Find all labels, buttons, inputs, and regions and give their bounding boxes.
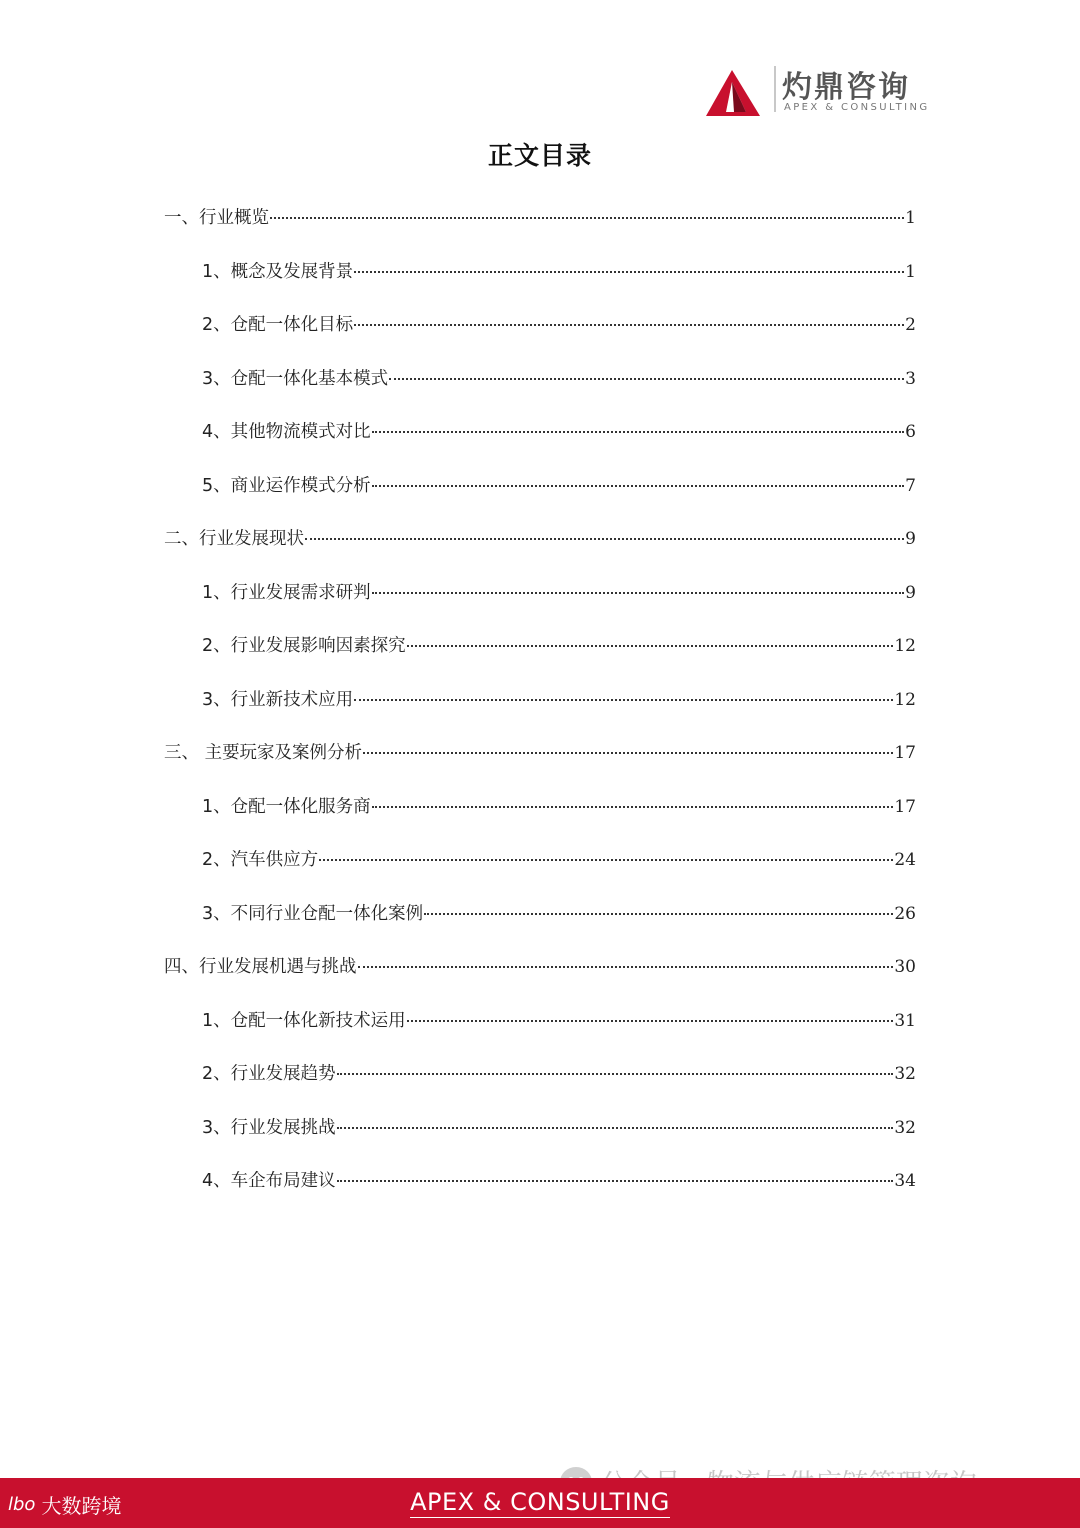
company-logo xyxy=(704,64,930,120)
toc-page-number: 31 xyxy=(894,1010,916,1031)
footer-brand xyxy=(0,1488,1080,1516)
toc-page-number: 12 xyxy=(894,689,916,710)
toc-section[interactable] xyxy=(164,299,916,353)
toc-dot-leader xyxy=(424,912,893,915)
toc-page-number: 24 xyxy=(894,850,916,870)
toc-dot-leader xyxy=(305,537,904,540)
toc-section[interactable] xyxy=(164,674,916,728)
toc-entry-label: 1、仓配一体化服务商 xyxy=(202,796,371,817)
toc-dot-leader xyxy=(363,751,893,754)
toc-entry-label: 3、行业新技术应用 xyxy=(202,689,354,710)
toc-page-number: 30 xyxy=(894,957,916,977)
toc-section[interactable] xyxy=(164,567,916,621)
logo-name: 灼鼎咨询 xyxy=(782,70,910,105)
toc-entry-label: 2、汽车供应方 xyxy=(202,850,319,870)
footer-source-text: 大数跨境 xyxy=(41,1494,122,1518)
toc-dot-leader xyxy=(358,965,894,968)
source-logo-icon: lbo xyxy=(8,1494,36,1515)
toc-entry-label: 4、其他物流模式对比 xyxy=(202,422,371,442)
toc-entry-label: 二、行业发展现状 xyxy=(164,529,304,549)
toc-page-number: 3 xyxy=(905,368,916,389)
toc-chapter[interactable] xyxy=(164,727,916,781)
toc-page-number: 1 xyxy=(905,261,916,282)
toc-entry-label: 一、行业概览 xyxy=(164,208,269,228)
toc-dot-leader xyxy=(407,644,894,647)
toc-chapter[interactable] xyxy=(164,513,916,567)
footer-bar xyxy=(0,1478,1080,1528)
toc-page-number: 17 xyxy=(894,743,916,763)
toc-section[interactable] xyxy=(164,353,916,407)
toc-page-number: 32 xyxy=(894,1117,916,1138)
toc-page-number: 32 xyxy=(894,1064,916,1084)
toc-entry-label: 3、仓配一体化基本模式 xyxy=(202,368,389,389)
toc-dot-leader xyxy=(354,323,904,326)
toc-section[interactable] xyxy=(164,888,916,942)
toc-page-number: 17 xyxy=(894,796,916,817)
toc-section[interactable] xyxy=(164,406,916,460)
toc-entry-label: 三、 主要玩家及案例分析 xyxy=(164,743,363,763)
toc-page-number: 9 xyxy=(905,529,916,549)
toc-entry-label: 3、行业发展挑战 xyxy=(202,1117,336,1138)
logo-subtitle: APEX & CONSULTING xyxy=(784,102,930,113)
toc-dot-leader xyxy=(354,270,904,273)
toc-section[interactable] xyxy=(164,460,916,514)
toc-dot-leader xyxy=(372,484,905,487)
toc-entry-label: 四、行业发展机遇与挑战 xyxy=(164,957,357,977)
toc-page-number: 6 xyxy=(905,422,916,442)
page-title: 正文目录 xyxy=(487,141,592,170)
toc-dot-leader xyxy=(372,591,905,594)
toc-section[interactable] xyxy=(164,1155,916,1209)
toc-section[interactable] xyxy=(164,1048,916,1102)
toc-page-number: 26 xyxy=(894,903,916,924)
toc-section[interactable] xyxy=(164,834,916,888)
toc-section[interactable] xyxy=(164,781,916,835)
footer-brand-text: APEX & CONSULTING xyxy=(410,1488,670,1516)
toc-dot-leader xyxy=(319,858,893,861)
toc-section[interactable] xyxy=(164,246,916,300)
toc-entry-label: 2、行业发展影响因素探究 xyxy=(202,636,406,656)
toc-page-number: 7 xyxy=(905,475,916,496)
toc-entry-label: 1、行业发展需求研判 xyxy=(202,582,371,603)
toc-dot-leader xyxy=(337,1179,894,1182)
toc-page-number: 1 xyxy=(905,208,916,228)
toc-dot-leader xyxy=(337,1072,894,1075)
toc-entry-label: 5、商业运作模式分析 xyxy=(202,475,371,496)
toc-section[interactable] xyxy=(164,995,916,1049)
toc-entry-label: 2、行业发展趋势 xyxy=(202,1064,336,1084)
toc-dot-leader xyxy=(354,698,893,701)
toc-section[interactable] xyxy=(164,1102,916,1156)
toc-dot-leader xyxy=(270,216,904,219)
logo-divider xyxy=(774,66,776,112)
logo-triangle-icon xyxy=(704,68,762,118)
toc-chapter[interactable] xyxy=(164,941,916,995)
toc-entry-label: 1、仓配一体化新技术运用 xyxy=(202,1010,406,1031)
toc-entry-label: 3、不同行业仓配一体化案例 xyxy=(202,903,424,924)
toc-page-number: 34 xyxy=(894,1171,916,1191)
toc-entry-label: 1、概念及发展背景 xyxy=(202,261,354,282)
toc-page-number: 9 xyxy=(905,582,916,603)
toc-page-number: 2 xyxy=(905,315,916,335)
toc-page-number: 12 xyxy=(894,636,916,656)
toc-dot-leader xyxy=(372,430,905,433)
toc-section[interactable] xyxy=(164,620,916,674)
toc-dot-leader xyxy=(389,377,904,380)
toc-dot-leader xyxy=(337,1126,894,1129)
table-of-contents xyxy=(164,192,916,1209)
toc-dot-leader xyxy=(372,805,894,808)
toc-chapter[interactable] xyxy=(164,192,916,246)
toc-dot-leader xyxy=(407,1019,894,1022)
toc-entry-label: 2、仓配一体化目标 xyxy=(202,315,354,335)
toc-entry-label: 4、车企布局建议 xyxy=(202,1171,336,1191)
